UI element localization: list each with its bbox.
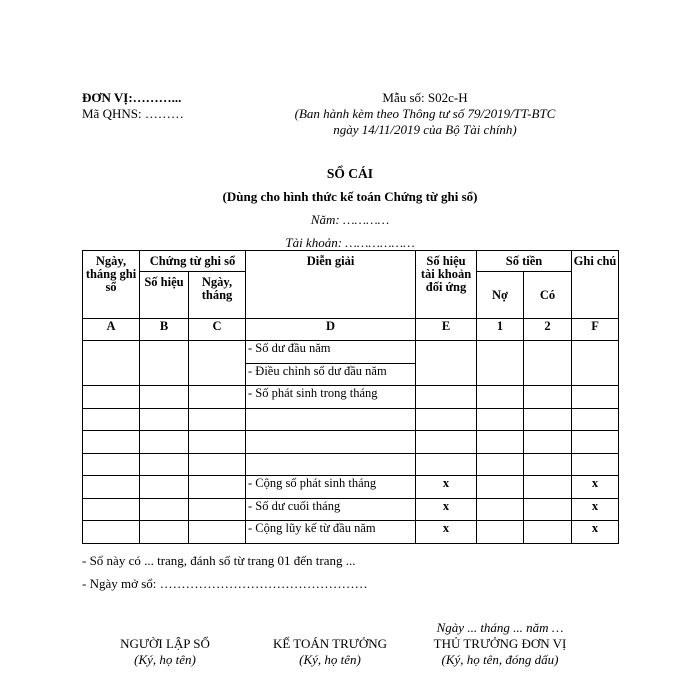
col-voucher-date-header: Ngày, tháng — [189, 272, 246, 319]
x-mark: x — [416, 476, 477, 499]
qhns-label: Mã QHNS: ……… — [82, 106, 184, 121]
letter-cell: C — [189, 319, 246, 341]
desc-opening: - Số dư đầu năm — [246, 341, 416, 364]
table-row — [83, 408, 619, 431]
letter-cell: A — [83, 319, 140, 341]
head-sign: (Ký, họ tên, đóng dấu) — [441, 652, 559, 667]
preparer-title: NGƯỜI LẬP SỔ — [120, 636, 210, 651]
table-row — [83, 521, 619, 544]
letter-cell: 2 — [524, 319, 572, 341]
letter-cell: 1 — [477, 319, 524, 341]
table-row — [83, 431, 619, 454]
date-line: Ngày ... tháng ... năm … — [436, 620, 564, 635]
col-account-header: Số hiệu tài khoản đối ứng — [416, 251, 477, 319]
letter-cell: F — [572, 319, 619, 341]
x-mark: x — [416, 521, 477, 544]
head-title: THỦ TRƯỞNG ĐƠN VỊ — [433, 636, 567, 651]
year-line: Năm: ………… — [310, 212, 390, 227]
desc-closing: - Số dư cuối tháng — [246, 498, 416, 521]
page-subtitle: (Dùng cho hình thức kế toán Chứng từ ghi sổ) — [222, 189, 478, 204]
desc-arising: - Số phát sinh trong tháng — [246, 386, 416, 409]
column-letters-row — [83, 319, 619, 341]
chief-accountant-title: KẾ TOÁN TRƯỞNG — [272, 636, 388, 651]
col-desc-header: Diễn giải — [246, 251, 416, 319]
x-mark: x — [572, 498, 619, 521]
col-voucher-header: Chứng từ ghi sổ — [140, 251, 246, 272]
issued-by-line2: ngày 14/11/2019 của Bộ Tài chính) — [333, 122, 517, 137]
col-amount-header: Số tiền — [477, 251, 572, 272]
issued-by-line1: (Ban hành kèm theo Thông tư số 79/2019/TT-BTC — [294, 106, 556, 121]
col-credit-header: Có — [524, 272, 572, 319]
desc-total-month: - Cộng số phát sinh tháng — [246, 476, 416, 499]
account-line: Tài khoản: ……………… — [285, 235, 415, 250]
col-debit-header: Nợ — [477, 272, 524, 319]
page-title: SỔ CÁI — [326, 166, 374, 181]
preparer-sign: (Ký, họ tên) — [134, 652, 196, 667]
ledger-table — [82, 250, 619, 544]
table-row — [83, 341, 619, 364]
open-date: - Ngày mở sổ: ………………………………………… — [82, 576, 368, 591]
letter-cell: E — [416, 319, 477, 341]
table-row — [83, 386, 619, 409]
table-row — [83, 498, 619, 521]
pages-note: - Sổ này có ... trang, đánh số từ trang 01 đến trang ... — [82, 553, 356, 568]
x-mark: x — [572, 476, 619, 499]
col-voucher-no-header: Số hiệu — [140, 272, 189, 319]
x-mark: x — [572, 521, 619, 544]
unit-label: ĐƠN VỊ:………... — [82, 90, 182, 105]
desc-cumulative: - Cộng lũy kế từ đầu năm — [246, 521, 416, 544]
col-date-header: Ngày, tháng ghi sổ — [83, 251, 140, 319]
letter-cell: B — [140, 319, 189, 341]
table-row — [83, 453, 619, 476]
letter-cell: D — [246, 319, 416, 341]
desc-adjust: - Điều chỉnh số dư đầu năm — [246, 363, 416, 386]
form-number: Mẫu số: S02c-H — [382, 90, 468, 105]
chief-accountant-sign: (Ký, họ tên) — [299, 652, 361, 667]
col-note-header: Ghi chú — [572, 251, 619, 319]
x-mark: x — [416, 498, 477, 521]
table-row — [83, 476, 619, 499]
